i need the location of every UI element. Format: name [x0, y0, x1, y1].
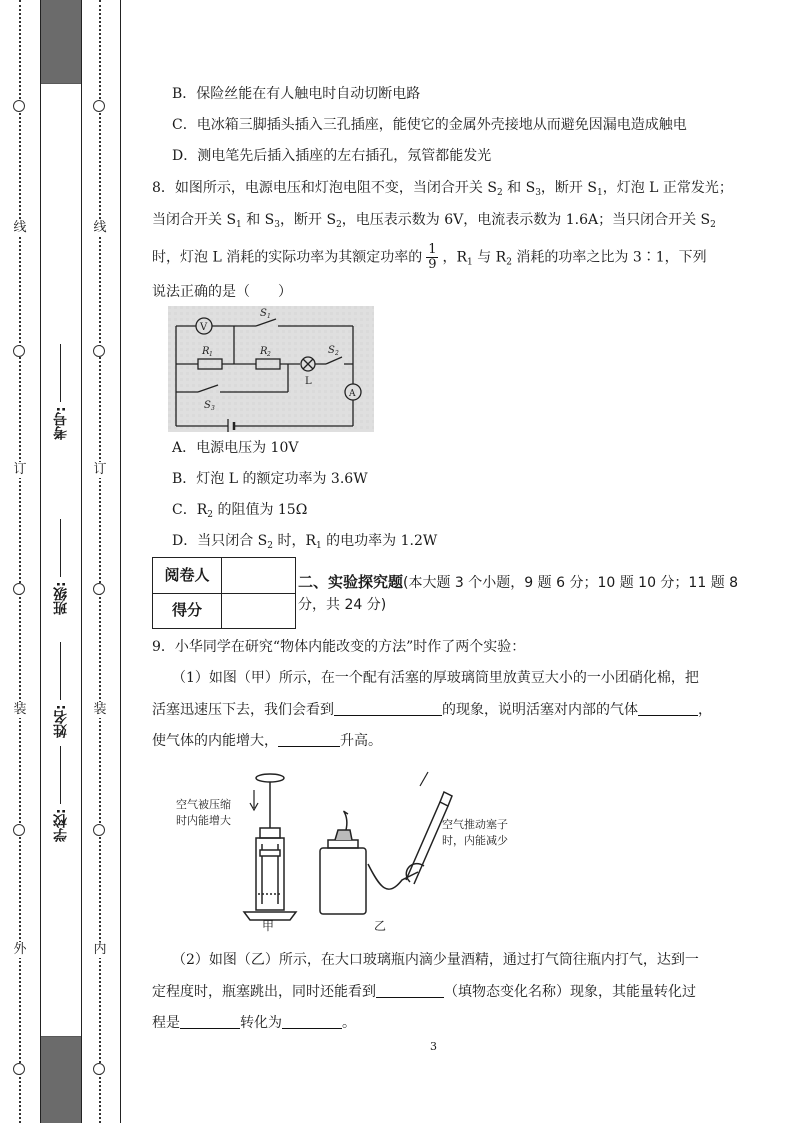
q8-option-b: B．灯泡 L 的额定功率为 3.6W [172, 471, 368, 487]
answer-blank[interactable] [278, 732, 340, 747]
svg-text:1: 1 [267, 313, 271, 320]
binding-hole [13, 583, 25, 595]
q8-circuit-diagram [168, 306, 374, 432]
page-number: 3 [430, 1040, 437, 1053]
score-box [152, 557, 296, 629]
svg-text:1: 1 [209, 351, 213, 358]
answer-blank[interactable] [638, 701, 698, 716]
binding-mark-order: 订 [10, 462, 30, 478]
q8-option-c: C．$R_2$ 的阻值为 15Ω [172, 502, 308, 520]
q7-option-c: C．电冰箱三脚插头插入三孔插座，能使它的金属外壳接地从而避免因漏电造成触电 [172, 117, 687, 133]
q8-stem-line3: 时，灯泡 L 消耗的实际功率为其额定功率的 $\frac{1}{9}$ ，$R_1$ 与 $R_2$ 消耗的功率之比为 3∶1，下列 [152, 242, 707, 272]
svg-text:甲: 甲 [262, 919, 275, 933]
svg-text:2: 2 [335, 350, 339, 357]
binding-dotted-line-outer [10, 0, 30, 1123]
fraction-one-ninth: $\frac{1}{9}$ [428, 242, 437, 272]
binding-hole [93, 100, 105, 112]
binding-mark-bind: 装 [90, 702, 110, 718]
q8-option-d: D．当只闭合 $S_2$ 时，$R_1$ 的电功率为 1.2W [172, 533, 438, 551]
q8-stem-line4: 说法正确的是（ ） [152, 284, 292, 300]
answer-blank[interactable] [180, 1014, 240, 1029]
binding-hole [93, 345, 105, 357]
q9-intro: 9．小华同学在研究“物体内能改变的方法”时作了两个实验： [152, 639, 526, 655]
svg-text:R: R [202, 346, 210, 357]
q9-part2-line2: 定程度时，瓶塞跳出，同时还能看到 （填物态变化名称）现象，其能量转化过 [152, 984, 696, 1000]
svg-text:L: L [305, 376, 312, 387]
binding-mark-line: 线 [90, 220, 110, 236]
binding-block-top [41, 0, 81, 83]
binding-hole [93, 824, 105, 836]
svg-text:时内能增大: 时内能增大 [176, 814, 231, 827]
svg-text:A: A [349, 389, 356, 399]
svg-text:V: V [200, 322, 208, 333]
q9-part2-line1: （2）如图（乙）所示，在大口玻璃瓶内滴少量酒精，通过打气筒往瓶内打气，达到一 [172, 952, 699, 968]
answer-blank[interactable] [282, 1014, 342, 1029]
school-field[interactable]: 学校: [50, 732, 72, 842]
q9-part1-line1: （1）如图（甲）所示，在一个配有活塞的厚玻璃筒里放黄豆大小的一小团硝化棉，把 [172, 670, 699, 686]
binding-hole [93, 1063, 105, 1075]
svg-text:2: 2 [267, 351, 271, 358]
binding-mark-bind: 装 [10, 702, 30, 718]
binding-hole [93, 583, 105, 595]
svg-text:空气推动塞子: 空气推动塞子 [442, 818, 508, 831]
q9-part1-line3: 使气体的内能增大， 升高。 [152, 733, 382, 749]
class-field[interactable]: 班级: [50, 505, 72, 615]
q9-part2-line3: 程是 转化为 。 [152, 1015, 356, 1031]
q7-option-b: B．保险丝能在有人触电时自动切断电路 [172, 86, 421, 102]
svg-text:S: S [328, 345, 335, 356]
answer-blank[interactable] [334, 701, 442, 716]
binding-hole [13, 1063, 25, 1075]
svg-text:乙: 乙 [374, 919, 387, 933]
score-label: 得分 [153, 593, 222, 628]
binding-mark-outside: 外 [10, 942, 30, 958]
svg-text:时，内能减少: 时，内能减少 [442, 834, 508, 847]
binding-hole [13, 100, 25, 112]
binding-hole [13, 824, 25, 836]
binding-block-bottom [41, 1037, 81, 1123]
grader-label: 阅卷人 [153, 558, 222, 593]
q8-stem-line2: 当闭合开关 $S_1$ 和 $S_3$，断开 $S_2$，电压表示数为 6V，电流表示数为 1.6A；当只闭合开关 $S_2$ [152, 212, 716, 230]
exam-number-field[interactable]: 考号: [50, 320, 72, 440]
svg-text:3: 3 [211, 405, 215, 412]
answer-blank[interactable] [376, 983, 444, 998]
q9-part1-line2: 活塞迅速压下去，我们会看到 的现象，说明活塞对内部的气体 ， [152, 702, 712, 718]
binding-edge-line [120, 0, 121, 1123]
binding-hole [13, 345, 25, 357]
q7-option-d: D．测电笔先后插入插座的左右插孔，氖管都能发光 [172, 148, 492, 164]
svg-text:S: S [204, 400, 211, 411]
svg-text:R: R [260, 346, 268, 357]
svg-text:空气被压缩: 空气被压缩 [176, 798, 231, 811]
svg-text:S: S [260, 308, 267, 319]
binding-dotted-line-inner [90, 0, 110, 1123]
name-field[interactable]: 姓名: [50, 628, 72, 738]
q8-stem-line1: 8．如图所示，电源电压和灯泡电阻不变，当闭合开关 $S_2$ 和 $S_3$，断开 $S_1$，灯泡 L 正常发光； [152, 180, 733, 198]
q9-experiment-figures [170, 768, 550, 936]
section-2-heading: 二、实验探究题(本大题 3 个小题，9 题 6 分；10 题 10 分；11 题 8 分，共 24 分) [298, 573, 739, 613]
q8-option-a: A．电源电压为 10V [172, 440, 299, 456]
binding-mark-inside: 内 [90, 942, 110, 958]
binding-mark-line: 线 [10, 220, 30, 236]
binding-mark-order: 订 [90, 462, 110, 478]
